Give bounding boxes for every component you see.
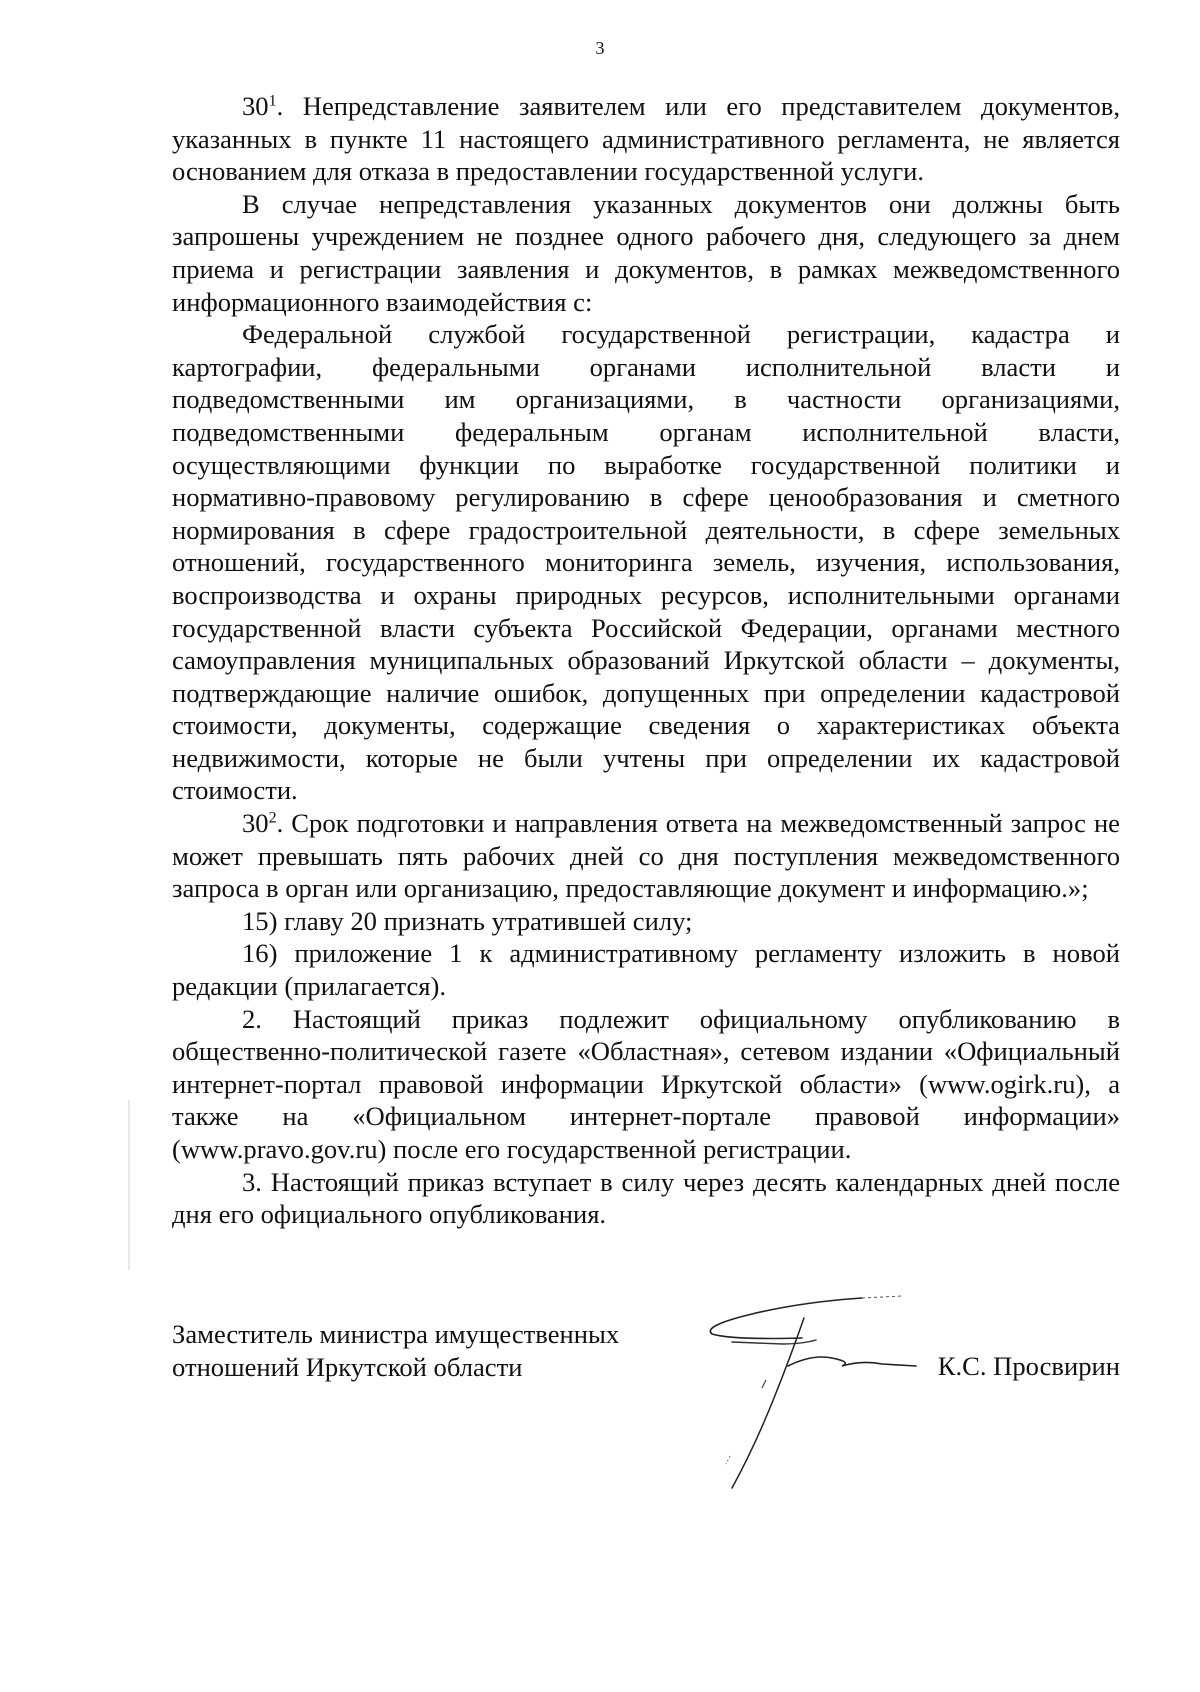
signer-position-line-1: Заместитель министра имущественных	[172, 1319, 620, 1349]
paragraph-request-documents: В случае непредставления указанных документов они должны быть запрошены учреждением не позднее одного рабочего дня, следующего за днем приема и регистрации заявления и документов, в рамках межведомственного информационного взаимодействия с:	[172, 188, 1120, 317]
signature-block	[172, 1318, 1120, 1478]
handwritten-signature	[692, 1288, 1132, 1528]
signer-position-line-2: отношений Иркутской области	[172, 1351, 523, 1382]
clause-number: 30	[242, 808, 269, 839]
paragraph-30-2	[172, 807, 1120, 905]
paragraph-item-15: 15) главу 20 признать утратившей силу;	[242, 905, 693, 936]
clause-number: 30	[242, 91, 269, 121]
paragraph-text: . Срок подготовки и направления ответа на межведомственный запрос не может превышать пять рабочих дней со дня поступления межведомственного запроса в орган или организацию, предоставляющие документ и информацию.»;	[172, 808, 1120, 904]
page-number: 3	[595, 38, 605, 58]
paragraph-effective-date: 3. Настоящий приказ вступает в силу через десять календарных дней после дня его официального опубликования.	[172, 1166, 1120, 1230]
paragraph-publication: 2. Настоящий приказ подлежит официальному опубликованию в общественно-политической газете «Областная», сетевом издании «Официальный интернет-портал правовой информации Иркутской области» (www.ogirk.ru), а также на «Официальном интернет-портале правовой информации» (www.pravo.gov.ru) после его государственной регистрации.	[172, 1003, 1120, 1164]
document-body	[172, 90, 1120, 1231]
clause-superscript: 2	[268, 809, 277, 827]
signer-position	[172, 1318, 692, 1383]
paragraph-30-1	[172, 90, 1120, 188]
signer-name: К.С. Просвирин	[937, 1351, 1120, 1381]
paragraph-item-16: 16) приложение 1 к административному регламенту изложить в новой редакции (прилагается).	[172, 938, 1120, 1002]
paragraph-text: . Непредставление заявителем или его представителем документов, указанных в пункте 11 настоящего административного регламента, не является основанием для отказа в предоставлении государственной услуги.	[172, 91, 1120, 187]
scan-margin-mark	[128, 1100, 130, 1270]
clause-superscript: 1	[268, 92, 277, 110]
paragraph-agencies-list: Федеральной службой государственной регистрации, кадастра и картографии, федеральными органами исполнительной власти и подведомственными им организациями, в частности организациями, подведомственными федеральным органам исполнительной власти, осуществляющими функции по выработке государственной политики и нормативно-правовому регулированию в сфере ценообразования и сметного нормирования в сфере градостроительной деятельности, в сфере земельных отношений, государственного мониторинга земель, изучения, использования, воспроизводства и охраны природных ресурсов, исполнительными органами государственной власти субъекта Российской Федерации, органами местного самоуправления муниципальных образований Иркутской области – документы, подтверждающие наличие ошибок, допущенных при определении кадастровой стоимости, документы, содержащие сведения о характеристиках объекта недвижимости, которые не были учтены при определении их кадастровой стоимости.	[172, 319, 1120, 806]
